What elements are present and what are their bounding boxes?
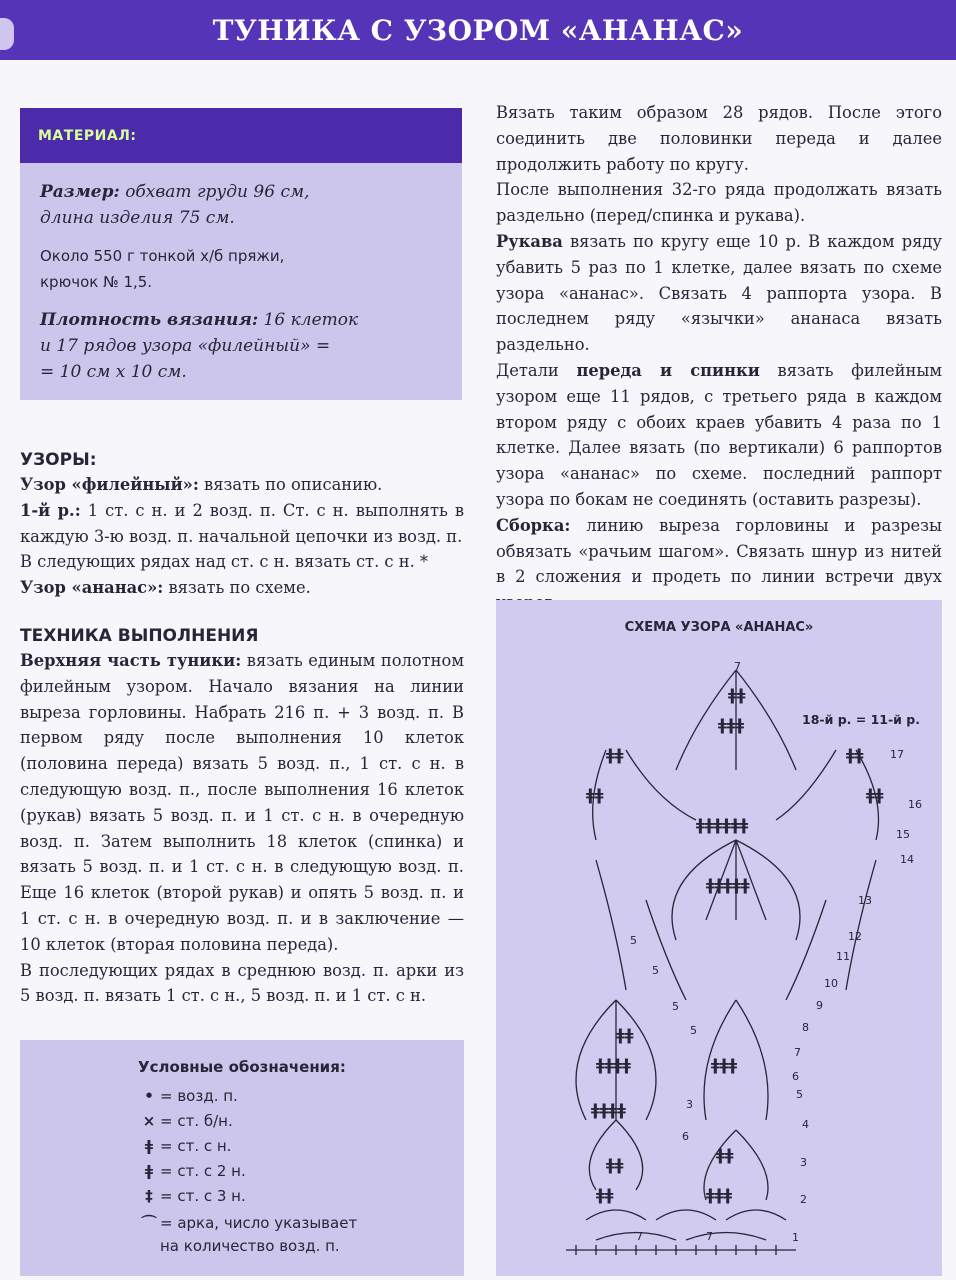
- page-title: ТУНИКА С УЗОРОМ «АНАНАС»: [212, 13, 744, 47]
- next-rows-text: В последующих рядах в среднюю возд. п. арки из 5 возд. п. вязать 1 ст. с н., 5 возд. п. и 1 ст. с н.: [20, 960, 464, 1006]
- size-info: Размер: обхват груди 96 см, длина изделия 75 см.: [40, 182, 310, 228]
- repeat-note: 18-й р. = 11-й р.: [802, 712, 920, 727]
- front-back-text: Детали переда и спинки вязать филейным узором еще 11 рядов, с третьего ряда в каждом втором ряду с обоих краев убавить 4 раза по 1 клетке. Далее вязать (по вертикали) 6 раппортов узора «ананас» по схеме. последний раппорт узора по бокам не соединять (оставить разрезы).: [496, 360, 942, 509]
- pineapple-diagram: [496, 600, 942, 1276]
- paragraph-32-row: После выполнения 32-го ряда продолжать вязать раздельно (перед/спинка и рукава).: [496, 180, 942, 226]
- svg-text:ǂǂǂ: ǂǂǂ: [711, 1055, 738, 1074]
- legend-title: Условные обозначения:: [138, 1058, 346, 1076]
- triple-treble-icon: ‡: [145, 1187, 153, 1205]
- double-crochet-icon: ǂ: [144, 1137, 154, 1155]
- svg-text:ǂǂ: ǂǂ: [606, 745, 624, 764]
- row-number-1: 1: [792, 1231, 799, 1244]
- filet-pattern: Узор «филейный»: вязать по описанию.: [20, 475, 383, 494]
- arc-icon: ⌒: [141, 1214, 157, 1232]
- material-heading: МАТЕРИАЛ:: [38, 127, 137, 144]
- arc-label: 5: [630, 934, 637, 947]
- patterns-section: [20, 448, 464, 601]
- svg-text:ǂǂ: ǂǂ: [596, 1185, 614, 1204]
- technique-section: [20, 624, 464, 1009]
- row-number-12: 12: [848, 930, 862, 943]
- legend-item-continued: на количество возд. п.: [160, 1237, 340, 1255]
- sleeves-text: Рукава вязать по кругу еще 10 р. В каждом ряду убавить 5 раз по 1 клетке, далее вязать по схеме узора «ананас». Связать 4 раппорта узора. В последнем ряду «язычки» ананаса вязать раздельно.: [496, 231, 942, 355]
- corner-decoration: [0, 18, 14, 50]
- svg-text:ǂǂǂǂǂǂ: ǂǂǂǂǂǂ: [696, 815, 749, 834]
- legend-box: [20, 1040, 464, 1276]
- row-number-5: 5: [796, 1088, 803, 1101]
- svg-text:ǂǂǂǂǂ: ǂǂǂǂǂ: [706, 875, 750, 894]
- svg-text:ǂǂ: ǂǂ: [586, 785, 604, 804]
- svg-text:ǂǂǂ: ǂǂǂ: [718, 715, 745, 734]
- row-number-16: 16: [908, 798, 922, 811]
- row-number-2: 2: [800, 1193, 807, 1206]
- arc-label: 7: [706, 1230, 713, 1243]
- row-number-6: 6: [792, 1070, 799, 1083]
- patterns-heading: УЗОРЫ:: [20, 450, 97, 470]
- svg-text:ǂǂ: ǂǂ: [616, 1025, 634, 1044]
- treble-crochet-icon: ǂ: [144, 1162, 154, 1180]
- title-bar: [0, 0, 956, 60]
- diagram-title: СХЕМА УЗОРА «АНАНАС»: [624, 620, 814, 635]
- next-rows-description: В следующих рядах над ст. с н. вязать ст. с н. *: [20, 552, 429, 572]
- legend-item: ‡ = ст. с 3 н.: [138, 1187, 246, 1205]
- yarn-info: Около 550 г тонкой х/б пряжи, крючок № 1,5.: [40, 247, 285, 291]
- row-number-7: 7: [794, 1046, 801, 1059]
- legend-item: ǂ = ст. с н.: [138, 1137, 231, 1155]
- row1-description: 1-й р.: 1 ст. с н. и 2 возд. п. Ст. с н. выполнять в каждую 3-ю возд. п. начальной цепочки из возд. п.: [20, 500, 464, 546]
- svg-text:ǂǂ: ǂǂ: [716, 1145, 734, 1164]
- right-column: [496, 100, 942, 616]
- chain-stitch-icon: •: [144, 1087, 154, 1105]
- single-crochet-icon: ×: [142, 1112, 156, 1130]
- arc-label: 6: [682, 1130, 689, 1143]
- arc-label: 5: [690, 1024, 697, 1037]
- technique-heading: ТЕХНИКА ВЫПОЛНЕНИЯ: [20, 626, 259, 646]
- arc-label: 7: [734, 660, 741, 673]
- diagram-drawing: [496, 600, 942, 1276]
- row-number-11: 11: [836, 950, 850, 963]
- row-number-14: 14: [900, 853, 914, 866]
- row-number-3: 3: [800, 1156, 807, 1169]
- svg-text:ǂǂǂ: ǂǂǂ: [706, 1185, 733, 1204]
- arc-label: 7: [636, 1230, 643, 1243]
- row-number-17: 17: [890, 748, 904, 761]
- arc-label: 5: [672, 1000, 679, 1013]
- legend-item: × = ст. б/н.: [138, 1112, 233, 1130]
- material-box: [20, 108, 462, 400]
- row-number-10: 10: [824, 977, 838, 990]
- legend-item: ⌒ = арка, число указывает: [138, 1212, 357, 1233]
- paragraph-28-rows: Вязать таким образом 28 рядов. После этого соединить две половинки переда и далее продолжить работу по кругу.: [496, 103, 942, 174]
- legend-item: ǂ = ст. с 2 н.: [138, 1162, 246, 1180]
- arc-label: 5: [652, 964, 659, 977]
- legend-item: • = возд. п.: [138, 1087, 238, 1105]
- svg-text:ǂǂ: ǂǂ: [606, 1155, 624, 1174]
- svg-text:ǂǂ: ǂǂ: [866, 785, 884, 804]
- row-number-8: 8: [802, 1021, 809, 1034]
- density-info: Плотность вязания: 16 клеток и 17 рядов узора «филейный» = = 10 см х 10 см.: [40, 310, 359, 382]
- material-header: [20, 108, 462, 163]
- top-part-text: Верхняя часть туники: вязать единым полотном филейным узором. Начало вязания на линии выреза горловины. Набрать 216 п. + 3 возд. п. В первом ряду после выполнения 10 клеток (половина переда) вязать 5 возд. п., 1 ст. с н. в следующую возд. п., после выполнения 16 клеток (рукав) вязать 5 возд. п. и 1 ст. с н. в очередную возд. п. Затем выполнить 18 клеток (спинка) и вязать 5 возд. п. и 1 ст. с н. в следующую возд. п. Еще 16 клеток (второй рукав) и опять 5 возд. п. и 1 ст. с н. в очередную возд. п. и в заключение — 10 клеток (вторая половина переда).: [20, 651, 464, 954]
- row-number-15: 15: [896, 828, 910, 841]
- svg-text:ǂǂǂǂ: ǂǂǂǂ: [591, 1100, 626, 1119]
- row-number-4: 4: [802, 1118, 809, 1131]
- row-number-13: 13: [858, 894, 872, 907]
- svg-text:ǂǂ: ǂǂ: [846, 745, 864, 764]
- pineapple-pattern: Узор «ананас»: вязать по схеме.: [20, 578, 311, 598]
- assembly-text: Сборка: линию выреза горловины и разрезы обвязать «рачьим шагом». Связать шнур из нитей в 2 сложения и продеть по линии встречи двух: [496, 515, 942, 587]
- arc-label: 3: [686, 1098, 693, 1111]
- row-number-9: 9: [816, 999, 823, 1012]
- svg-text:ǂǂ: ǂǂ: [728, 685, 746, 704]
- svg-text:ǂǂǂǂ: ǂǂǂǂ: [596, 1055, 631, 1074]
